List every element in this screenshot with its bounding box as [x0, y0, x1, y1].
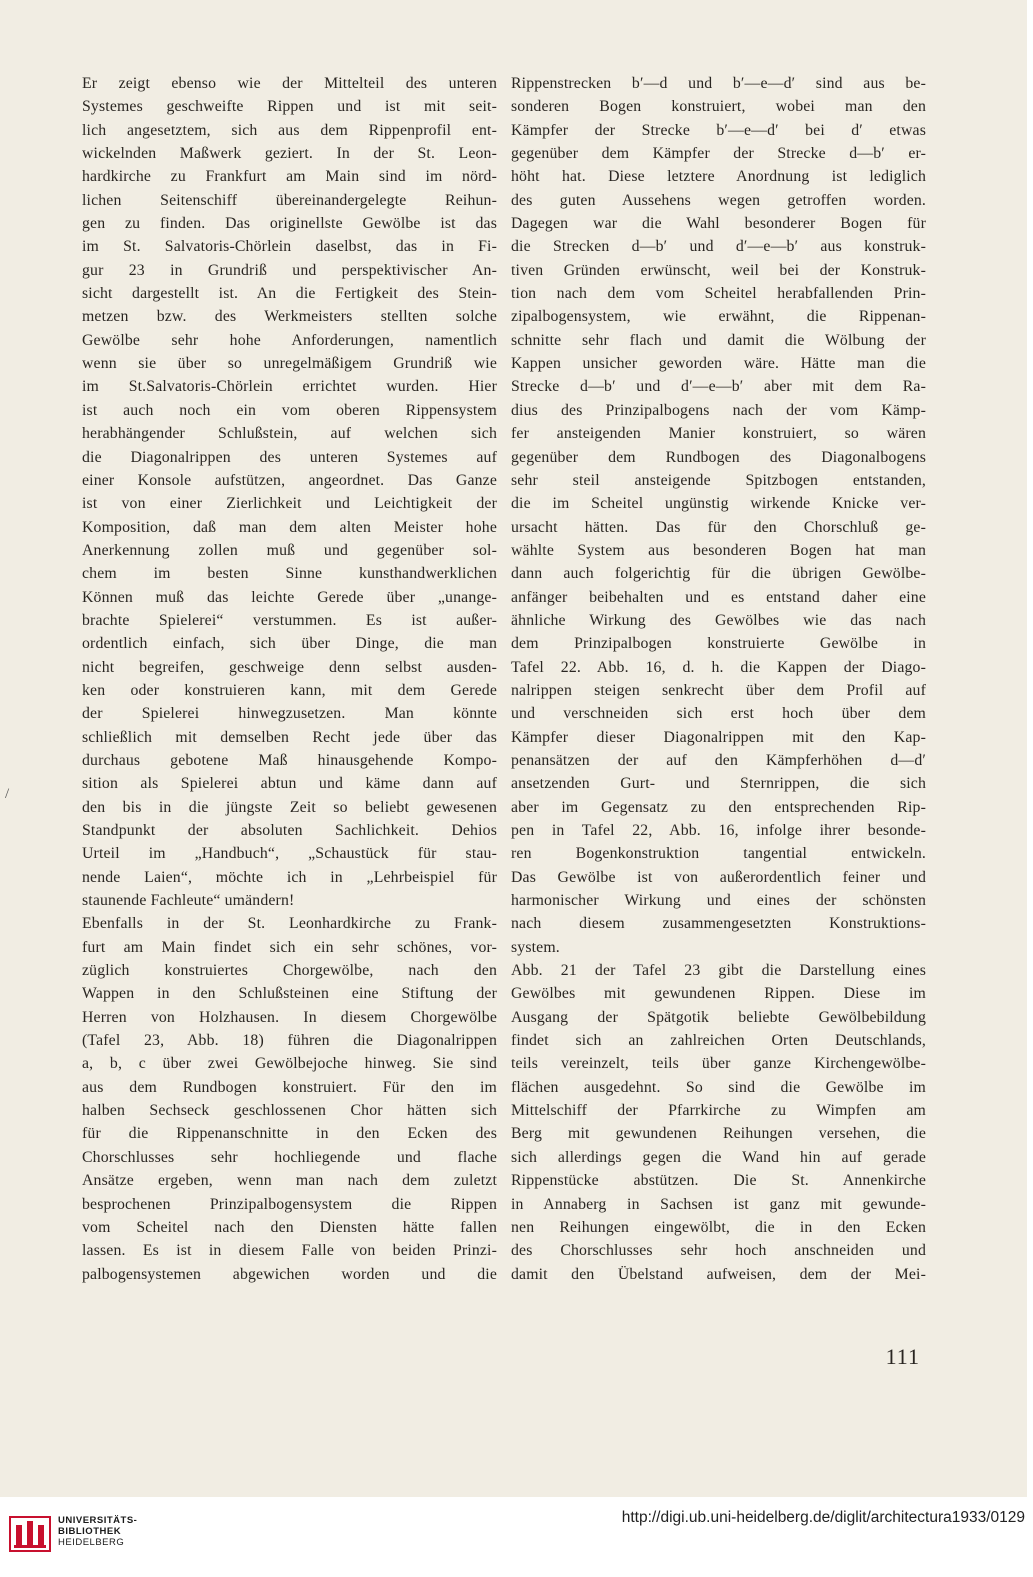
text-line: findet sich an zahlreichen Orten Deutschlands,: [511, 1032, 926, 1050]
text-line: nen Reihungen eingewölbt, die in den Ecken: [511, 1218, 926, 1236]
text-line: wenn sie über so unregelmäßigem Grundriß wie: [82, 355, 497, 373]
text-line: des Chorschlusses sehr hoch anschneiden und: [511, 1242, 926, 1260]
text-line: nende Laien“, möchte ich in „Lehrbeispiel für: [82, 868, 497, 886]
text-line: herabhängender Schlußstein, auf welchen sich: [82, 425, 497, 443]
text-line: teils vereinzelt, teils über ganze Kirchengewölbe-: [511, 1055, 926, 1073]
text-line: sehr steil ansteigende Spitzbogen entstanden,: [511, 471, 926, 489]
text-line: chem im besten Sinne kunsthandwerklichen: [82, 565, 497, 583]
text-line: gur 23 in Grundriß und perspektivischer An-: [82, 261, 497, 279]
text-line: system.: [511, 938, 560, 956]
text-line: in Annaberg in Sachsen ist ganz mit gewunde-: [511, 1195, 926, 1213]
page-edge: [1027, 0, 1033, 1497]
text-line: palbogensystemen abgewichen worden und die: [82, 1265, 497, 1283]
text-line: brachte Spielerei“ verstummen. Es ist außer-: [82, 611, 497, 629]
text-line: fer ansteigenden Manier konstruiert, so wären: [511, 425, 926, 443]
text-line: tion nach dem vom Scheitel herabfallenden Prin-: [511, 285, 926, 303]
right-text-column: [511, 72, 926, 1286]
text-line: Wappen in den Schlußsteinen eine Stiftung der: [82, 985, 497, 1003]
text-line: pen in Tafel 22, Abb. 16, infolge ihrer besonde-: [511, 822, 926, 839]
text-line: Gewölbe sehr hohe Anforderungen, namentlich: [82, 331, 497, 349]
text-line: im St.Salvatoris-Chörlein errichtet wurden. Hier: [82, 378, 497, 396]
text-line: aber im Gegensatz zu den entsprechenden Rip-: [511, 798, 926, 816]
text-line: Rippenstücke abstützen. Die St. Annenkirche: [511, 1172, 926, 1190]
text-line: Gewölbes mit gewundenen Rippen. Diese im: [511, 985, 926, 1003]
text-line: penansätzen der auf den Kämpferhöhen d—d′: [511, 751, 926, 769]
text-line: und verschneiden sich erst hoch über dem: [511, 705, 926, 723]
text-line: die Strecken d—b′ und d′—e—b′ aus konstruk-: [511, 238, 926, 256]
text-line: ordentlich einfach, sich über Dinge, die man: [82, 635, 497, 653]
text-line: gen zu finden. Das originellste Gewölbe ist das: [82, 215, 497, 233]
text-line: nicht begreifen, geschweige denn selbst ausden-: [82, 658, 497, 676]
text-line: Strecke d—b′ und d′—e—b′ aber mit dem Ra-: [511, 378, 926, 396]
text-line: tiven Gründen erwünscht, weil bei der Konstruk-: [511, 261, 926, 279]
text-line: dann auch folgerichtig für die übrigen Gewölbe-: [511, 565, 926, 583]
text-line: Ausgang der Spätgotik beliebte Gewölbebildung: [511, 1008, 926, 1026]
text-line: dem Prinzipalbogen konstruierte Gewölbe in: [511, 635, 926, 653]
library-name-line-1: UNIVERSITÄTS-: [58, 1515, 138, 1526]
text-line: einer Konsole aufstützen, angeordnet. Das Ganze: [82, 471, 497, 489]
text-line: ken oder konstruieren kann, mit dem Gerede: [82, 681, 497, 699]
text-line: Kämpfer der Strecke b′—e—d′ bei d′ etwas: [511, 121, 926, 139]
text-line: furt am Main findet sich ein sehr schönes, vor-: [82, 938, 497, 956]
text-line: gegenüber dem Rundbogen des Diagonalbogens: [511, 448, 926, 466]
text-line: höht hat. Diese letztere Anordnung ist lediglich: [511, 168, 926, 186]
text-line: dius des Prinzipalbogens nach der vom Kämp-: [511, 401, 926, 419]
text-line: hardkirche zu Frankfurt am Main sind im nörd-: [82, 168, 497, 186]
text-line: Komposition, daß man dem alten Meister hohe: [82, 518, 497, 536]
text-line: nalrippen steigen senkrecht über dem Profil auf: [511, 681, 926, 699]
text-line: schnitte sehr flach und damit die Wölbung der: [511, 331, 926, 349]
text-line: Urteil im „Handbuch“, „Schaustück für stau-: [82, 845, 497, 863]
text-line: Er zeigt ebenso wie der Mittelteil des unteren: [82, 75, 497, 92]
text-line: damit den Übelstand aufweisen, dem der Mei-: [511, 1265, 926, 1283]
text-line: lich angesetztem, sich aus dem Rippenprofil ent-: [82, 121, 497, 139]
text-line: (Tafel 23, Abb. 18) führen die Diagonalrippen: [82, 1032, 497, 1050]
text-line: ursacht hätten. Das für den Chorschluß ge-: [511, 518, 926, 536]
library-name: [58, 1515, 137, 1548]
text-line: Rippenstrecken b′—d und b′—e—d′ sind aus be-: [511, 75, 926, 92]
text-line: sition als Spielerei abtun und käme dann auf: [82, 775, 497, 793]
text-line: Anerkennung zollen muß und gegenüber sol-: [82, 541, 497, 559]
text-line: Dagegen war die Wahl besonderer Bogen für: [511, 215, 926, 233]
page-number: 111: [885, 1344, 920, 1369]
text-line: a, b, c über zwei Gewölbejoche hinweg. Sie sind: [82, 1055, 497, 1073]
text-line: zipalbogensystem, wie erwähnt, die Rippenan-: [511, 308, 926, 326]
text-line: ren Bogenkonstruktion tangential entwickeln.: [511, 845, 926, 863]
text-line: ansetzenden Gurt- und Sternrippen, die sich: [511, 775, 926, 793]
text-line: Tafel 22. Abb. 16, d. h. die Kappen der Diago-: [511, 658, 926, 676]
text-line: Kappen unsicher geworden wäre. Hätte man die: [511, 355, 926, 373]
text-line: im St. Salvatoris-Chörlein daselbst, das in Fi-: [82, 238, 497, 256]
margin-mark: /: [5, 786, 10, 802]
text-line: metzen bzw. des Werkmeisters stellten solche: [82, 308, 497, 326]
text-line: harmonischer Wirkung und eines der schönsten: [511, 892, 926, 910]
text-line: Standpunkt der absoluten Sachlichkeit. Dehios: [82, 822, 497, 839]
text-line: ist von einer Zierlichkeit und Leichtigkeit der: [82, 495, 497, 513]
text-line: lichen Seitenschiff übereinandergelegte Reihun-: [82, 191, 497, 209]
text-line: besprochenen Prinzipalbogensystem die Rippen: [82, 1195, 497, 1213]
text-line: ist auch noch ein vom oberen Rippensystem: [82, 401, 497, 419]
text-line: Mittelschiff der Pfarrkirche zu Wimpfen am: [511, 1102, 926, 1120]
text-line: schließlich mit demselben Recht jede über das: [82, 728, 497, 746]
text-line: Können muß das leichte Gerede über „unange-: [82, 588, 497, 606]
source-url[interactable]: http://digi.ub.uni-heidelberg.de/diglit/architectura1933/0129: [621, 1509, 1025, 1526]
library-name-line-2: BIBLIOTHEK: [58, 1526, 122, 1537]
text-line: durchaus gebotene Maß hinausgehende Kompo-: [82, 751, 497, 769]
footer-bar: [0, 1497, 1033, 1577]
text-line: sonderen Bogen konstruiert, wobei man den: [511, 98, 926, 116]
text-line: Kämpfer dieser Diagonalrippen mit den Kap-: [511, 728, 926, 746]
text-line: halben Sechseck geschlossenen Chor hätten sich: [82, 1102, 497, 1120]
text-line: Das Gewölbe ist von außerordentlich feiner und: [511, 868, 926, 886]
text-line: die Diagonalrippen des unteren Systemes auf: [82, 448, 497, 466]
text-line: züglich konstruiertes Chorgewölbe, nach den: [82, 962, 497, 980]
text-line: die im Scheitel ungünstig wirkende Knicke ver-: [511, 495, 926, 513]
library-seal-icon: [8, 1511, 52, 1555]
text-line: nach diesem zusammengesetzten Konstruktions-: [511, 915, 926, 933]
text-line: aus dem Rundbogen konstruiert. Für den im: [82, 1078, 497, 1096]
text-line: den bis in die jüngste Zeit so beliebt gewesenen: [82, 798, 497, 816]
text-line: gegenüber dem Kämpfer der Strecke d—b′ er-: [511, 145, 926, 163]
text-line: sich allerdings gegen die Wand hin auf gerade: [511, 1148, 926, 1166]
text-line: Ansätze ergeben, wenn man nach dem zuletzt: [82, 1172, 497, 1190]
text-line: staunende Fachleute“ umändern!: [82, 892, 295, 910]
text-line: lassen. Es ist in diesem Falle von beiden Prinzi-: [82, 1242, 497, 1260]
text-line: wählte System aus besonderen Bogen hat man: [511, 541, 926, 559]
text-line: für die Rippenanschnitte in den Ecken des: [82, 1125, 497, 1143]
text-line: Systemes geschweifte Rippen und ist mit seit-: [82, 98, 497, 116]
text-line: vom Scheitel nach den Diensten hätte fallen: [82, 1218, 497, 1236]
text-line: wickelnden Maßwerk geziert. In der St. Leon-: [82, 145, 497, 163]
text-line: ähnliche Wirkung des Gewölbes wie das nach: [511, 611, 926, 629]
text-line: flächen ausgedehnt. So sind die Gewölbe im: [511, 1078, 926, 1096]
library-name-line-3: HEIDELBERG: [58, 1537, 125, 1548]
text-line: sicht dargestellt ist. An die Fertigkeit des Stein-: [82, 285, 497, 303]
text-line: Ebenfalls in der St. Leonhardkirche zu Frank-: [82, 915, 497, 933]
text-line: Berg mit gewundenen Reihungen versehen, die: [511, 1125, 926, 1143]
text-line: anfänger beibehalten und es entstand daher eine: [511, 588, 926, 606]
text-line: Abb. 21 der Tafel 23 gibt die Darstellung eines: [511, 962, 926, 980]
text-line: Herren von Holzhausen. In diesem Chorgewölbe: [82, 1008, 497, 1026]
text-line: Chorschlusses sehr hochliegende und flache: [82, 1148, 497, 1166]
text-line: des guten Aussehens wegen getroffen worden.: [511, 191, 926, 209]
left-text-column: [82, 72, 497, 1286]
text-line: der Spielerei hinwegzusetzen. Man könnte: [82, 705, 497, 723]
